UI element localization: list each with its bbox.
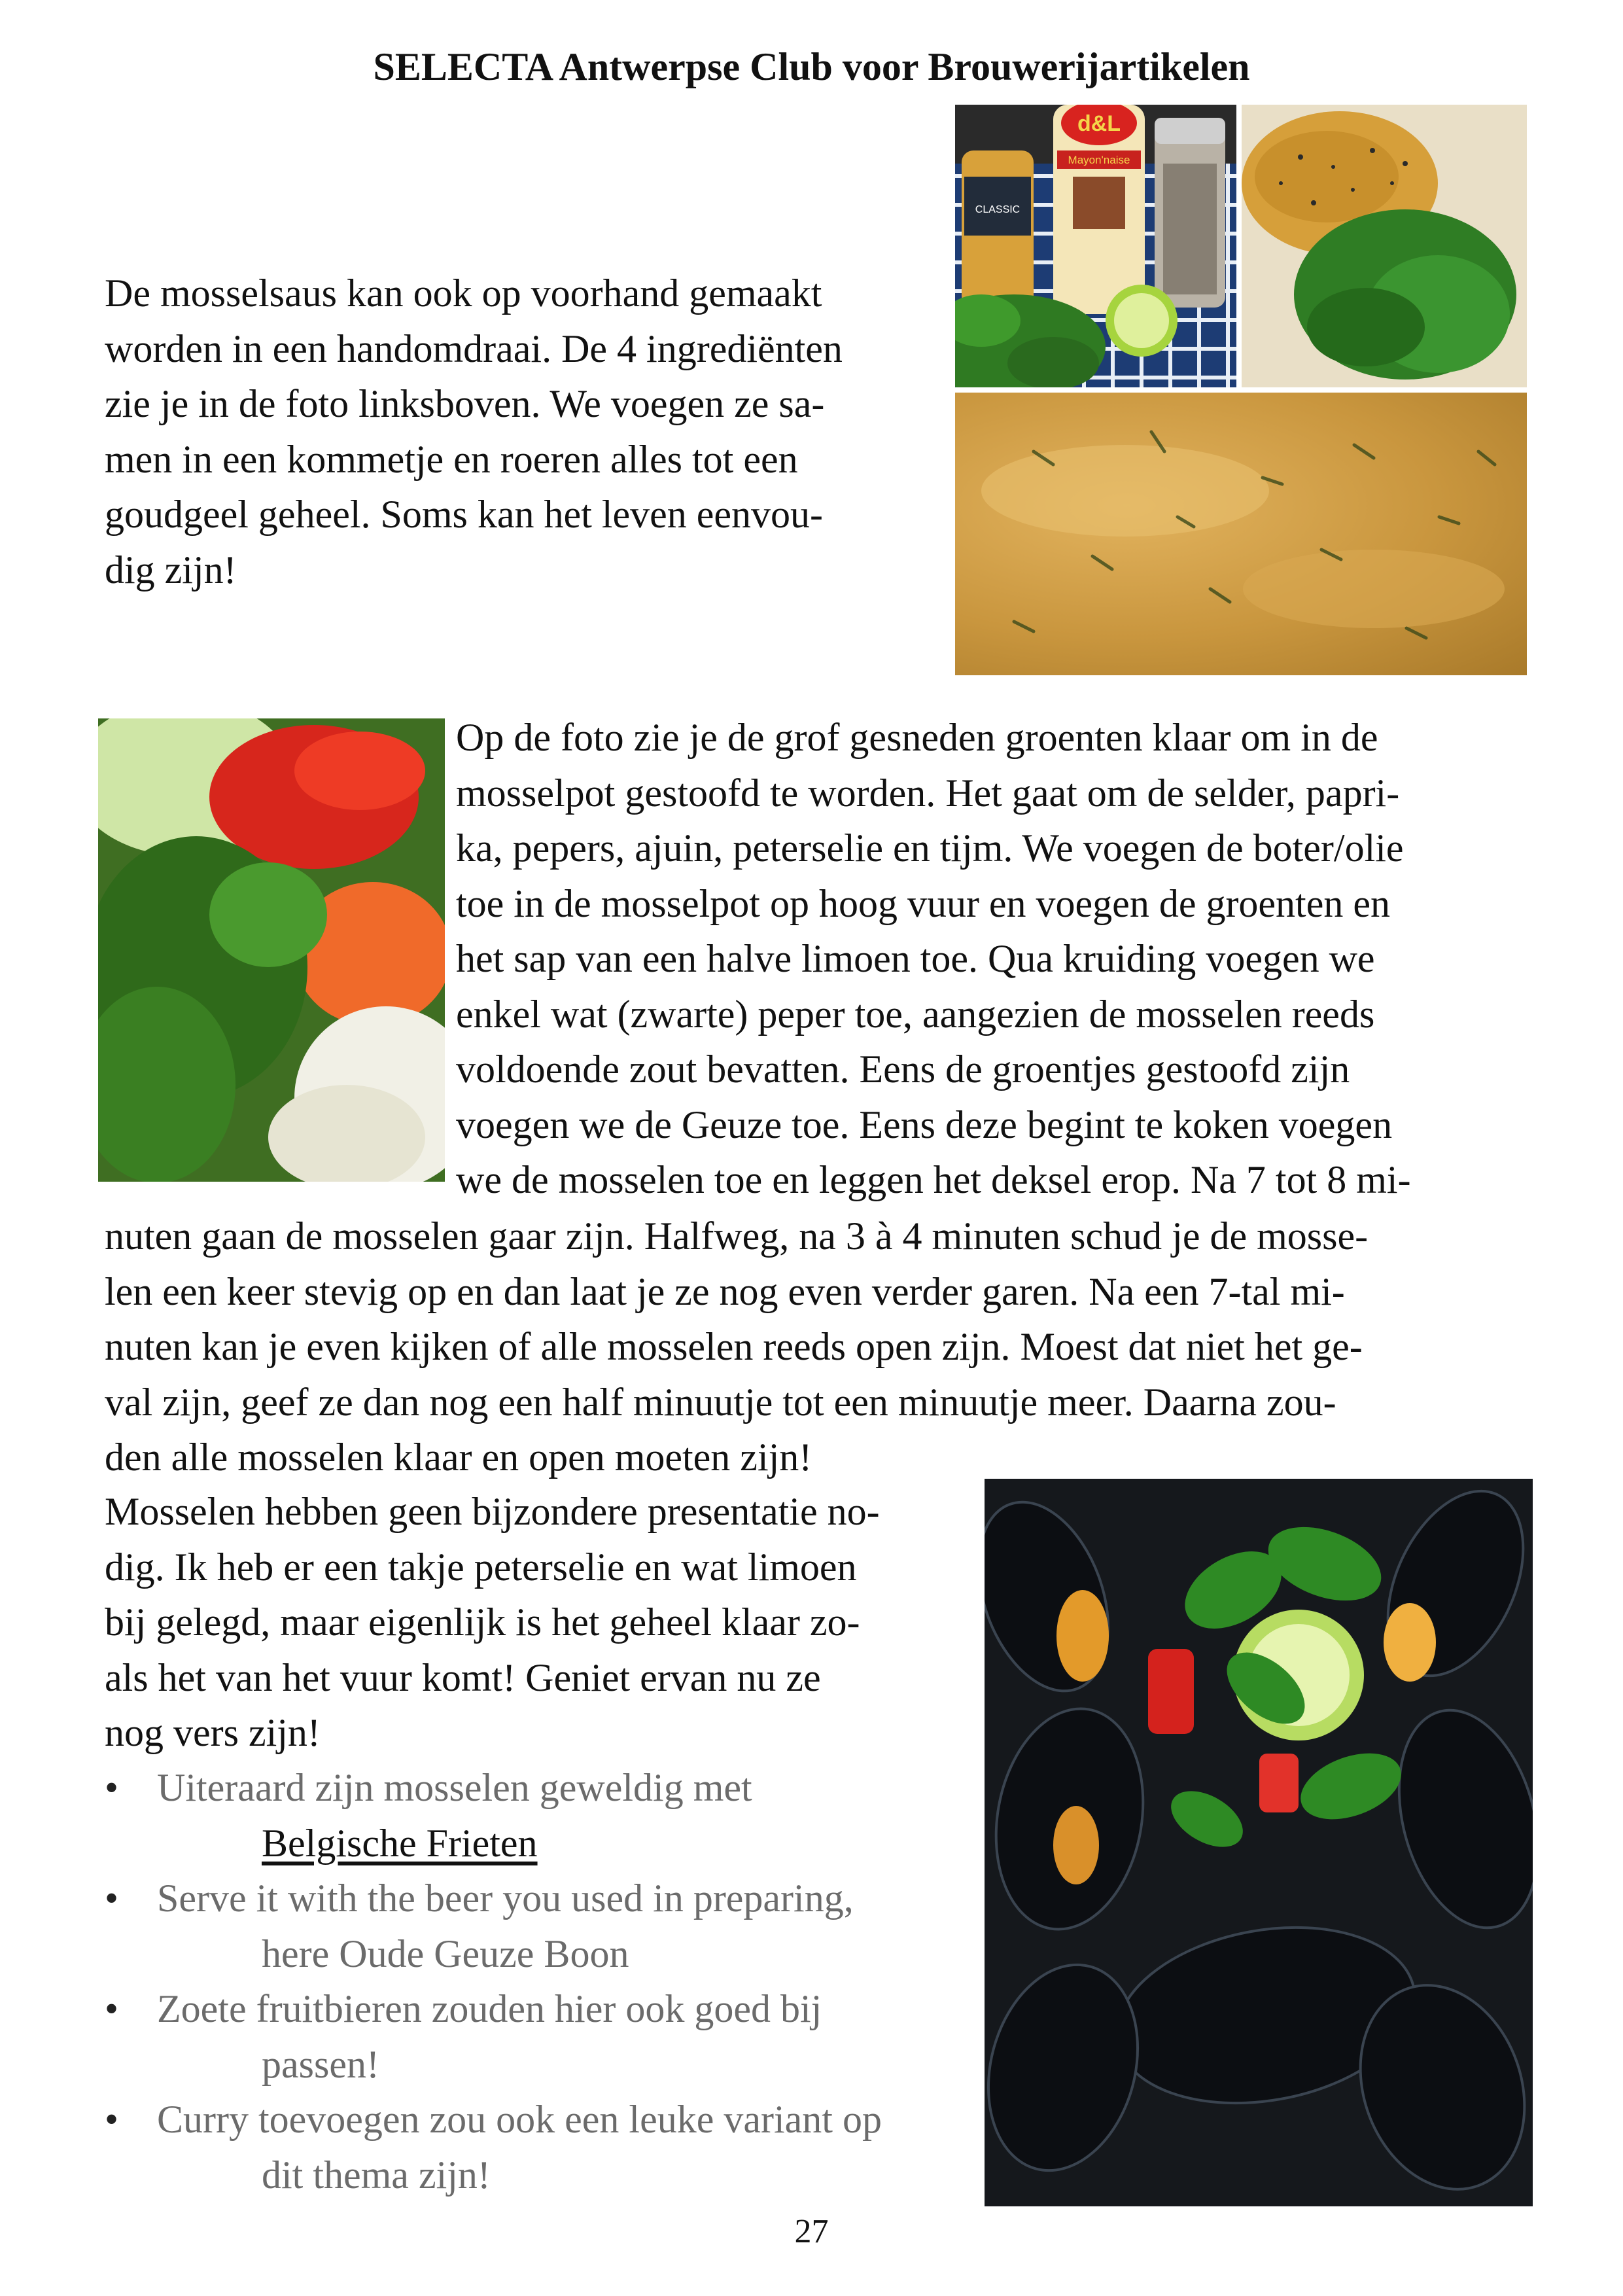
text-line: zie je in de foto linksboven. We voegen ze sa- <box>105 382 825 425</box>
text-line: als het van het vuur komt! Geniet ervan nu ze <box>105 1655 821 1699</box>
dl-logo: d&L <box>1077 111 1121 136</box>
list-item <box>105 1760 882 1871</box>
bullet-icon: • <box>105 2098 119 2141</box>
vegetables-photo <box>98 718 445 1182</box>
serving-tips-list <box>105 1760 882 2202</box>
text-line: len een keer stevig op en dan laat je ze nog even verder garen. Na een 7-tal mi- <box>105 1269 1345 1313</box>
tip-text: Uiteraard zijn mosselen geweldig met <box>157 1766 752 1809</box>
mussel-sauce-photo <box>955 393 1527 675</box>
text-line: Op de foto zie je de grof gesneden groenten klaar om in de <box>456 716 1378 759</box>
intro-paragraph <box>105 266 922 597</box>
text-line: dig. Ik heb er een takje peterselie en wat limoen <box>105 1545 857 1589</box>
mussels-photo <box>985 1479 1533 2206</box>
list-item <box>105 1871 882 1981</box>
vegetables-illustration <box>98 718 445 1182</box>
tip-text: passen! <box>262 2042 379 2086</box>
sauce-illustration <box>955 393 1527 675</box>
tip-text: Curry toevoegen zou ook een leuke variant op <box>157 2098 882 2141</box>
text-line: De mosselsaus kan ook op voorhand gemaakt <box>105 272 822 315</box>
text-line: ka, pepers, ajuin, peterselie en tijm. We voegen de boter/olie <box>456 826 1404 870</box>
belgische-frieten-link[interactable]: Belgische Frieten <box>262 1821 538 1865</box>
bullet-icon: • <box>105 1987 119 2030</box>
mixing-illustration <box>1242 105 1527 387</box>
text-line: enkel wat (zwarte) peper toe, aangezien de mosselen reeds <box>456 992 1375 1036</box>
mayonnaise-label: Mayon'naise <box>1068 154 1130 166</box>
bullet-icon: • <box>105 1877 119 1920</box>
text-line: worden in een handomdraai. De 4 ingrediënten <box>105 327 843 370</box>
text-line: toe in de mosselpot op hoog vuur en voegen de groenten en <box>456 881 1390 925</box>
text-line: nog vers zijn! <box>105 1711 321 1754</box>
text-line: nuten kan je even kijken of alle mosselen reeds open zijn. Moest dat niet het ge- <box>105 1325 1363 1368</box>
presentation-paragraph <box>105 1484 880 1761</box>
text-line: Mosselen hebben geen bijzondere presentatie no- <box>105 1490 880 1533</box>
text-line: voegen we de Geuze toe. Eens deze begint te koken voegen <box>456 1103 1393 1146</box>
text-line: nuten gaan de mosselen gaar zijn. Halfweg, na 3 à 4 minuten schud je de mosse- <box>105 1214 1369 1258</box>
tip-text: Serve it with the beer you used in preparing, <box>157 1877 854 1920</box>
text-line: mosselpot gestoofd te worden. Het gaat om de selder, papri- <box>456 771 1400 815</box>
tip-text: Zoete fruitbieren zouden hier ook goed bij <box>157 1987 822 2030</box>
text-line: val zijn, geef ze dan nog een half minuutje tot een minuutje meer. Daarna zou- <box>105 1380 1336 1424</box>
text-line: goudgeel geheel. Soms kan het leven eenvou- <box>105 493 823 536</box>
mussels-illustration <box>985 1479 1533 2206</box>
page-number: 27 <box>794 2213 829 2250</box>
ingredients-photo <box>955 105 1236 387</box>
text-line: het sap van een halve limoen toe. Qua kruiding voegen we <box>456 937 1375 980</box>
text-line: bij gelegd, maar eigenlijk is het geheel klaar zo- <box>105 1600 860 1644</box>
text-line: men in een kommetje en roeren alles tot een <box>105 437 798 481</box>
method-paragraph <box>456 710 1411 1208</box>
list-item <box>105 1981 882 2092</box>
sauce-mixing-photo <box>1242 105 1527 387</box>
mustard-label: CLASSIC <box>975 204 1021 215</box>
ingredients-illustration <box>955 105 1236 387</box>
tip-text: here Oude Geuze Boon <box>262 1932 629 1975</box>
text-line: we de mosselen toe en leggen het deksel erop. Na 7 tot 8 mi- <box>456 1158 1411 1201</box>
text-line: voldoende zout bevatten. Eens de groentjes gestoofd zijn <box>456 1048 1350 1091</box>
bullet-icon: • <box>105 1766 119 1809</box>
list-item <box>105 2092 882 2202</box>
method-continuation <box>105 1209 1368 1485</box>
page-header: SELECTA Antwerpse Club voor Brouwerijartikelen <box>373 45 1250 88</box>
tip-text: dit thema zijn! <box>262 2153 491 2197</box>
text-line: den alle mosselen klaar en open moeten zijn! <box>105 1436 812 1479</box>
text-line: dig zijn! <box>105 548 237 592</box>
